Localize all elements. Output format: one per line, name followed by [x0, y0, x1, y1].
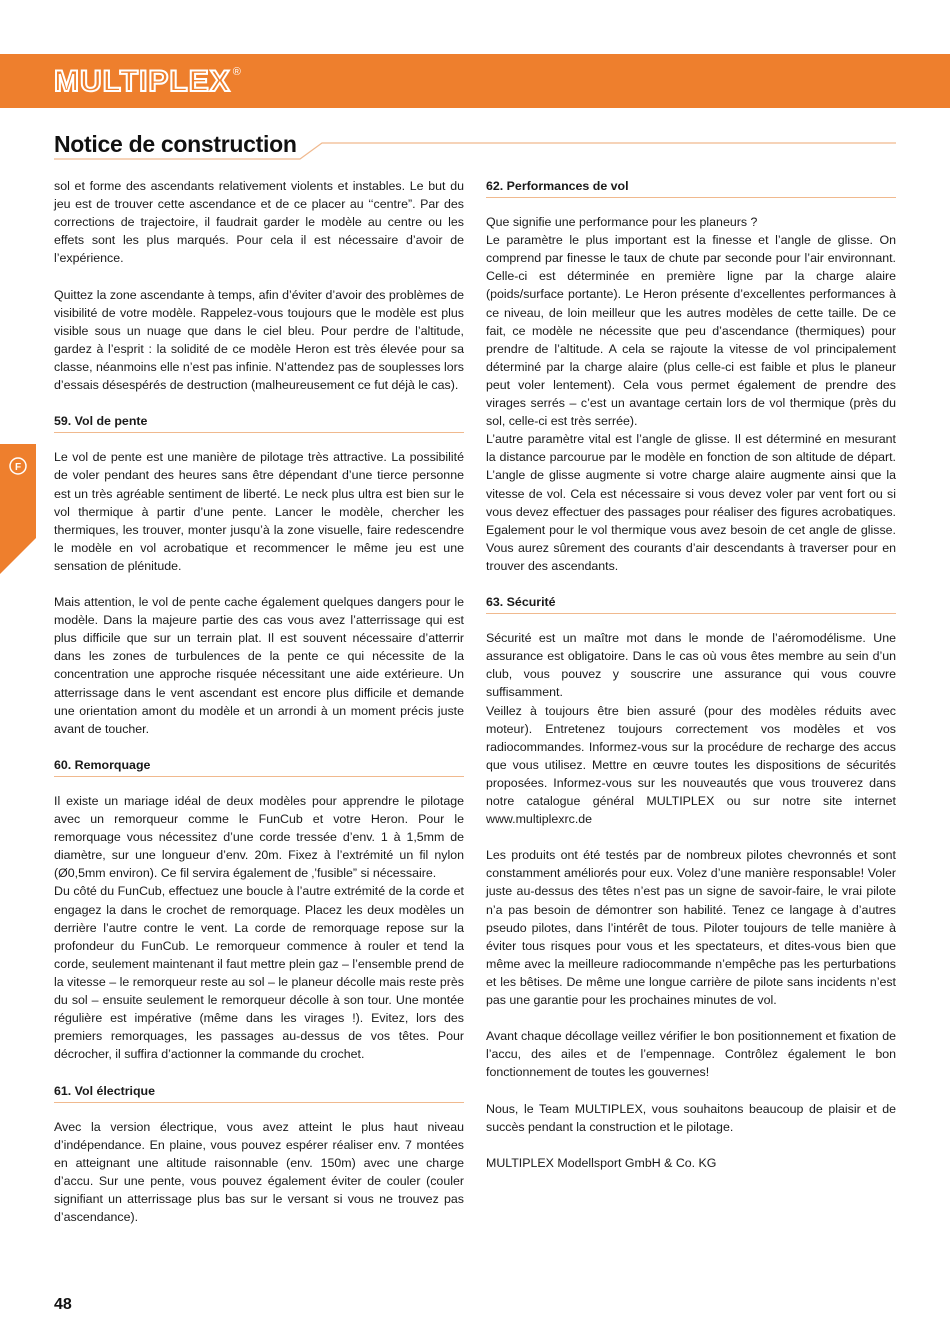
- right-column: [486, 177, 896, 1190]
- section-title-59: 59. Vol de pente: [54, 414, 148, 429]
- multiplex-logo: [54, 66, 241, 98]
- section-title-63: 63. Sécurité: [486, 595, 556, 610]
- section-divider: [54, 432, 464, 433]
- paragraph: Avec la version électrique, vous avez atteint le plus haut niveau d’indépendance. En plaine, vous pouvez espérer réaliser env. 7 montées en atteignant une altitude raisonnable (env. 150m) avec une charge d’accu. Sur une pente, vous pouvez également éviter de couler (couler signifiant un atterrissage plus bas sur le versant si vous ne trouvez pas d’ascendance).: [54, 1119, 464, 1225]
- paragraph: Veillez à toujours être bien assuré (pour des modèles réduits avec moteur). Entretenez toujours correctement vos modèles et vos radiocommandes. Informez-vous sur la procédure de recharge des accus que vous utilisez. Mettre en œuvre toutes les dispositions de sécurités proposées. Informez-vous sur les nouveautés que vous trouverez dans notre catalogue général MULTIPLEX ou sur notre site internet www.multiplexrc.de: [486, 703, 896, 827]
- paragraph: Le vol de pente est une manière de pilotage très attractive. La possibilité de voler pendant des heures sans être dépendant d’une tierce personne est un très agréable sentiment de liberté. Le neck plus ultra est bien sur le vol thermique à partir d’une pente. Lancer le modèle, chercher les thermiques, les trouver, monter jusqu’à la zone visuelle, faire redescendre le modèle en vol acrobatique et recommencer le même jeu est une sensation de plénitude.: [54, 450, 464, 573]
- paragraph: L’autre paramètre vital est l’angle de glisse. Il est déterminé en mesurant la distance parcourue par le modèle en fonction de son altitude de départ. L’angle de glisse augmente si votre charge alaire augmente ainsi que la vitesse de vol. Cela est nécessaire si vous devez voler par vent fort ou si vous devez effectuer des passages pour réaliser des figures acrobatiques. Egalement pour le vol thermique vous avez besoin de cet angle de glisse. Vous aurez sûrement des courants d’air descendants à traverser pour en trouver des ascendants.: [486, 432, 896, 573]
- brand-name: MULTIPLEX: [54, 65, 231, 98]
- left-column: [54, 177, 464, 1244]
- section-divider: [54, 776, 464, 777]
- paragraph: Que signifie une performance pour les planeurs ?: [486, 215, 758, 230]
- paragraph: Les produits ont été testés par de nombreux pilotes chevronnés et sont constamment améliorés pour eux. Volez d’une manière responsable! Voler juste au-dessus des têtes n’est pas un signe de savoir-faire, le vrai pilote n’a pas besoin de démontrer son habilité. Tenez ce langage à d’autres pseudo pilotes, dans l’intérêt de tous. Piloter toujours de telle manière à éviter tous risques pour vous et les spectateurs, et dites-vous bien que même avec la meilleure radiocommande n’empêche pas les perturbations et les bêtises. De même une longue carrière de pilote sans incidents n’est pas une garantie pour les prochaines minutes de vol.: [486, 848, 896, 1008]
- paragraph: Le paramètre le plus important est la finesse et l’angle de glisse. On comprend par finesse le taux de chute par seconde pour l’air environnant. Celle-ci est déterminée en première ligne par la charge alaire (poids/surface portante). Le Heron présente d’excellentes performances à ce niveau, de loin meilleur que les autres modèles de cette taille. De ce fait, ce modèle ne nécessite que peu d’ascendance (thermiques) pour prendre de l’altitude. A cela se rajoute la vitesse de vol principalement déterminé par la charge alaire (plus celle-ci est faible et plus le planeur peut voler lentement). Cela vous permet également de prendre des virages serrés – c’est un avantage certain lors de vol thermique (près du sol, celle-ci est très serrée).: [486, 233, 896, 429]
- page-title: Notice de construction: [54, 131, 297, 157]
- section-title-62: 62. Performances de vol: [486, 179, 629, 193]
- language-side-tab: [0, 444, 40, 580]
- language-label: F: [14, 462, 22, 473]
- paragraph: Du côté du FunCub, effectuez une boucle à l’autre extrémité de la corde et engagez la dans le crochet de remorquage. Placez les deux modèles un derrière l’autre contre le vent. La corde de remorquage repose sur la profondeur du FunCub. Le remorqueur commence à rouler et tend la corde, seulement maintenant il faut mettre plein gaz – l’ensemble prend de la vitesse – le remorqueur reste au sol – le planeur décolle mais reste près du sol – ensuite seulement le remorqueur décolle à son tour. Une montée régulière est impérative (même dans les virages !). Evitez, lors des premiers remorquages, les passages au-dessus de vos têtes. Pour décrocher, il suffira d’actionner la commande du crochet.: [54, 884, 464, 1062]
- section-divider: [486, 613, 896, 614]
- paragraph: Il existe un mariage idéal de deux modèles pour apprendre le pilotage avec un remorqueur comme le FunCub et votre Heron. Pour le remorquage vous nécessitez d’une corde tressée d’env. 1 à 1,5mm de diamètre, sur une longueur d’env. 20m. Fixez à l’extrémité un fil nylon (Ø0,5mm environ). Ce fil servira également de ‚’fusible” si nécessaire.: [54, 794, 464, 881]
- title-underline: [0, 140, 950, 164]
- signature: MULTIPLEX Modellsport GmbH & Co. KG: [486, 1155, 717, 1170]
- registered-mark: ®: [232, 66, 241, 78]
- page-number: 48: [54, 1296, 72, 1313]
- paragraph: Sécurité est un maître mot dans le monde de l’aéromodélisme. Une assurance est obligatoire. Dans le cas où vous êtes membre au sein d’un club, vous pouvez y souscrire une assurance qui vous couvre suffisamment.: [486, 631, 896, 700]
- paragraph: sol et forme des ascendants relativement violents et instables. Le but du jeu est de trouver cette ascendance et de ce placer au ‘‘centre”. Par des corrections de trajectoire, il faudrait garder le modèle au centre ou les effets sont les plus marqués. Pour cela il est nécessaire d’avoir de l’expérience.: [54, 179, 464, 266]
- paragraph: Quittez la zone ascendante à temps, afin d’éviter d’avoir des problèmes de visibilité de votre modèle. Rappelez-vous toujours que le modèle est plus visible sous un nuage que dans le ciel bleu. Pour perdre de l’altitude, gardez à l’esprit : la solidité de ce modèle Heron est très élevée pour sa classe, néanmoins elle n’est pas infinie. N’attendez pas de souplesses lors d’essais désespérés de destruction (malheureusement ce fut déjà le cas).: [54, 287, 464, 393]
- paragraph: Nous, le Team MULTIPLEX, vous souhaitons beaucoup de plaisir et de succès pendant la construction et le pilotage.: [486, 1101, 896, 1134]
- paragraph: Avant chaque décollage veillez vérifier le bon positionnement et fixation de l’accu, des ailes et de l’empennage. Contrôlez également le bon fonctionnement de toutes les gouvernes!: [486, 1029, 896, 1080]
- paragraph: Mais attention, le vol de pente cache également quelques dangers pour le modèle. Dans la majeure partie des cas vous avez l’atterrissage qui est plus difficile que sur un terrain plat. Il est souvent nécessaire d’atterrir dans les zones de turbulences de la pente ce qui nécessite de la concentration une approche risquée nécessitant une aide extérieure. Un atterrissage dans le vent ascendant est encore plus difficile et demande une orientation amont du modèle et un arrondi à un moment précis juste avant de toucher.: [54, 595, 464, 736]
- section-title-60: 60. Remorquage: [54, 757, 151, 772]
- section-divider: [54, 1102, 464, 1103]
- section-title-61: 61. Vol électrique: [54, 1083, 155, 1098]
- section-divider: [486, 197, 896, 198]
